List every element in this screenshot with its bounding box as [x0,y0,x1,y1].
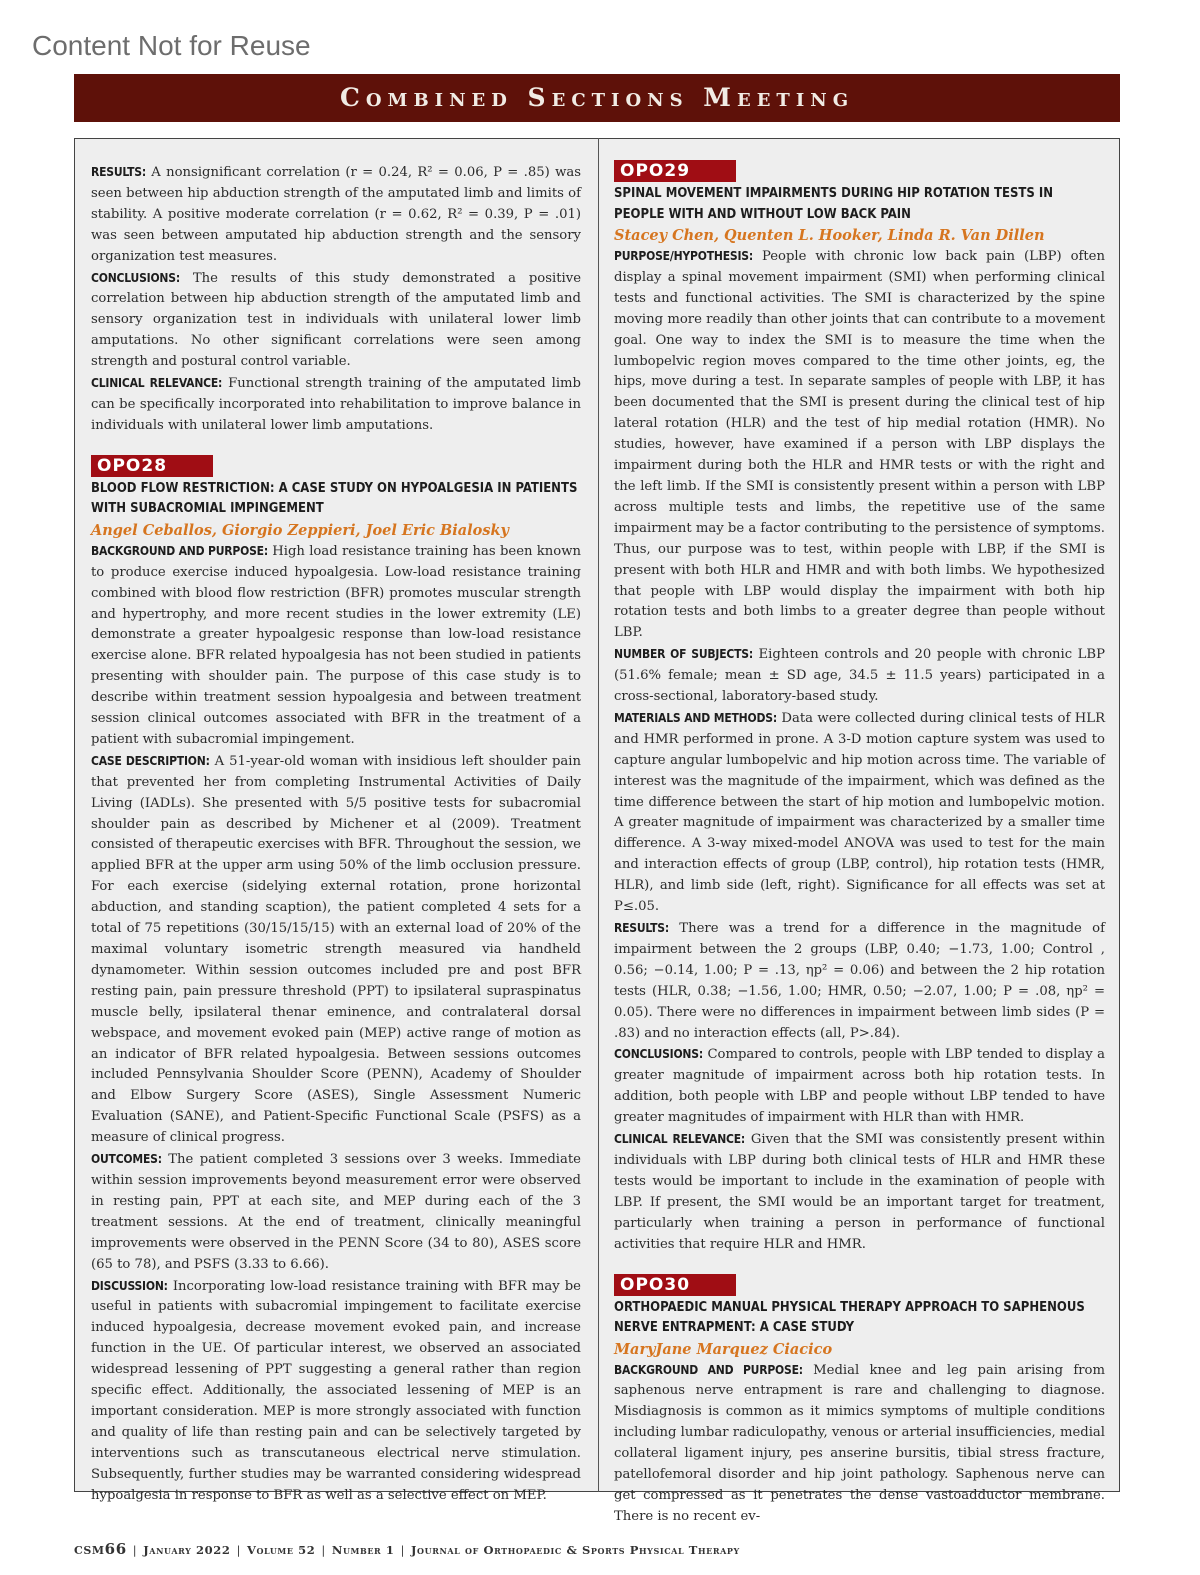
section-text: A nonsignificant correlation (r = 0.24, R² = 0.06, P = .85) was seen between hip abduction strength of the amputated limb and limits of stability. A positive moderate correlation (r = 0.62, R² = 0.39, P = .01) was seen between amputated hip abduction strength and the sensory organization test measures. [91,165,581,264]
article-section [614,246,1105,644]
article-title: ORTHOPAEDIC MANUAL PHYSICAL THERAPY APPROACH TO SAPHENOUS NERVE ENTRAPMENT: A CASE STUDY [614,1299,1085,1335]
section-text: Incorporating low-load resistance training with BFR may be useful in patients with subacromial impingement to facilitate exercise induced hypoalgesia, decrease movement evoked pain, and increase function in the UE. Of particular interest, we observed an associated widespread lessening of PPT suggesting a general rather than region specific effect. Additionally, the associated lessening of MEP is an important consideration. MEP is more strongly associated with function and quality of life than resting pain and can be selectively targeted by interventions such as transcutaneous electrical nerve stimulation. Subsequently, further studies may be warranted considering widespread hypoalgesia in response to BFR as well as a selective effect on MEP. [91,1278,581,1503]
section-text: High load resistance training has been known to produce exercise induced hypoalgesia. Low-load resistance training combined with blood flow restriction (BFR) promotes muscular strength and hypertrophy, and more recent studies in the lower extremity (LE) demonstrate a greater hypoalgesic response than low-load resistance exercise alone. BFR related hypoalgesia has not been studied in patients presenting with shoulder pain. The purpose of this case study is to describe within treatment session hypoalgesia and between treatment session clinical outcomes associated with BFR in the treatment of a patient with subacromial impingement. [91,543,581,747]
banner-title: Combined Sections Meeting [339,83,855,112]
intro-results [91,162,581,268]
article-title: BLOOD FLOW RESTRICTION: A CASE STUDY ON HYPOALGESIA IN PATIENTS WITH SUBACROMIAL IMPINGEMENT [91,480,578,517]
right-column [614,160,1105,1528]
intro-conclusions [91,268,581,374]
section-label: RESULTS: [614,921,669,935]
section-label: BACKGROUND AND PURPOSE: [614,1362,803,1377]
article-opo29 [614,160,1105,1256]
section-text: Medial knee and leg pain arising from saphenous nerve entrapment is rare and challenging to diagnose. Misdiagnosis is common as it mimics symptoms of multiple conditions including lumbar radiculopathy, venous or arterial insufficiencies, medial collateral ligament injury, pes anserine bursitis, tibial stress fracture, patellofemoral disorder and hip joint pathology. Saphenous nerve can get compressed as it penetrates the dense vastoadductor membrane. There is no recent ev- [614,1362,1105,1524]
article-opo30 [614,1274,1105,1528]
article-section [614,644,1105,708]
footer-volume: Volume 52 [246,1543,316,1557]
section-label: PURPOSE/HYPOTHESIS: [614,249,753,263]
article-section [614,1360,1105,1528]
column-divider [598,138,599,1492]
article-authors: Angel Ceballos, Giorgio Zeppieri, Joel Eric Bialosky [91,521,509,539]
section-label: OUTCOMES: [91,1152,162,1167]
section-text: The patient completed 3 sessions over 3 weeks. Immediate within session improvements beyond measurement error were observed in resting pain, PPT at each site, and MEP during each of the 3 treatment sessions. At the end of treatment, clinically meaningful improvements were observed in the PENN Score (34 to 80), ASES score (65 to 78), and PSFS (3.33 to 6.66). [91,1152,581,1272]
article-section [91,541,581,751]
section-text: Given that the SMI was consistently present within individuals with LBP during both clinical tests of HLR and HMR these tests would be important to include in the examination of people with LBP. If present, the SMI would be an important target for treatment, particularly when training a person in performance of functional activities that require HLR and HMR. [614,1132,1105,1252]
section-text: The results of this study demonstrated a positive correlation between hip abduction strength of the amputated limb and sensory organization test in individuals with unilateral lower limb amputations. No other significant correlations were seen among strength and postural control variable. [91,270,581,370]
footer-journal: Journal of Orthopaedic & Sports Physical Therapy [411,1543,740,1557]
section-text: There was a trend for a difference in the magnitude of impairment between the 2 groups (LBP, 0.40; −1.73, 1.00; Control , 0.56; −0.14, 1.00; P = .13, ηp² = 0.06) and between the 2 hip rotation tests (HLR, 0.38; −1.56, 1.00; HMR, 0.50; −2.07, 1.00; P = .08, ηp² = 0.05). There were no differences in impairment between limb sides (P = .83) and no interaction effects (all, P>.84). [614,921,1105,1041]
footer-page-number: csm66 [74,1540,127,1558]
section-label: CONCLUSIONS: [91,270,180,285]
section-label: CLINICAL RELEVANCE: [91,376,223,391]
article-section [91,751,581,1149]
section-text: Data were collected during clinical tests of HLR and HMR performed in prone. A 3-D motion capture system was used to capture angular lumbopelvic and hip motion across time. The variable of interest was the magnitude of the impairment, which was defined as the time difference between the start of hip motion and lumbopelvic motion. A greater magnitude of impairment was characterized by a smaller time difference. A 3-way mixed-model ANOVA was used to test for the main and interaction effects of group (LBP, control), hip rotation tests (HMR, HLR), and limb side (left, right). Significance for all effects was set at P≤.05. [614,710,1105,915]
footer-date: January 2022 [143,1543,231,1557]
article-section [614,1129,1105,1255]
section-text: People with chronic low back pain (LBP) often display a spinal movement impairment (SMI) when performing clinical tests and functional activities. The SMI is characterized by the spine moving more readily than other joints that can contribute to a movement goal. One way to index the SMI is to measure the time when the lumbopelvic region moves compared to the time other joints, eg, the hips, move during a test. In separate samples of people with LBP, it has been documented that the SMI is present during the clinical test of hip lateral rotation (HLR) and the test of hip medial rotation (HMR). No studies, however, have examined if a person with LBP displays the impairment during both the HLR and HMR tests or with the right and the left limb. If the SMI is consistently present within a person with LBP across multiple tests and limbs, the repetitive use of the same impairment may be a factor contributing to the persistence of symptoms. Thus, our purpose was to test, within people with LBP, if the SMI is present with both HLR and HMR and with both limbs. We hypothesized that people with LBP would display the impairment with both hip rotation tests and both limbs to a greater degree than people without LBP. [614,249,1105,641]
page-footer: csm66 | January 2022 | Volume 52 | Number 1 | Journal of Orthopaedic & Sports Physical Therapy [74,1540,740,1558]
article-tag: OPO28 [91,455,213,477]
section-label: CLINICAL RELEVANCE: [614,1132,746,1147]
section-text: A 51-year-old woman with insidious left shoulder pain that prevented her from completing Instrumental Activities of Daily Living (IADLs). She presented with 5/5 positive tests for subacromial shoulder pain as described by Michener et al (2009). Treatment consisted of therapeutic exercises with BFR. Throughout the session, we applied BFR at the upper arm using 50% of the limb occlusion pressure. For each exercise (sidelying external rotation, prone horizontal abduction, and standing scaption), the patient completed 4 sets for a total of 75 repetitions (30/15/15/15) with an external load of 20% of the maximal voluntary isometric strength measured via handheld dynamometer. Within session outcomes included pre and post BFR resting pain, pain pressure threshold (PPT) to ipsilateral supraspinatus muscle belly, ipsilateral thenar eminence, and contralateral dorsal webspace, and movement evoked pain (MEP) active range of motion as an indicator of BFR related hypoalgesia. Between sessions outcomes included Pennsylvania Shoulder Score (PENN), Academy of Shoulder and Elbow Surgery Score (ASES), Single Assessment Numeric Evaluation (SANE), and Patient-Specific Functional Scale (PSFS) as a measure of clinical progress. [91,753,581,1146]
article-section [614,1044,1105,1129]
article-section [614,918,1105,1044]
intro-clinical-relevance [91,373,581,437]
article-title: SPINAL MOVEMENT IMPAIRMENTS DURING HIP ROTATION TESTS IN PEOPLE WITH AND WITHOUT LOW BACK PAIN [614,186,1053,222]
section-label: DISCUSSION: [91,1278,168,1293]
article-authors: Stacey Chen, Quenten L. Hooker, Linda R. Van Dillen [614,227,1045,244]
article-section [614,708,1105,918]
article-authors: MaryJane Marquez Ciacico [614,1340,833,1358]
article-opo28 [91,455,581,1507]
section-text: Compared to controls, people with LBP tended to display a greater magnitude of impairment across both hip rotation tests. In addition, both people with LBP and people without LBP tended to have greater magnitudes of impairment with HLR than with HMR. [614,1047,1105,1126]
section-label: CASE DESCRIPTION: [91,753,210,768]
article-tag: OPO29 [614,160,736,182]
footer-number: Number 1 [331,1543,395,1557]
section-label: RESULTS: [91,165,146,179]
section-label: BACKGROUND AND PURPOSE: [91,543,268,558]
article-section [91,1276,581,1507]
header-banner [74,74,1120,122]
section-label: NUMBER OF SUBJECTS: [614,647,753,662]
article-tag: OPO30 [614,1274,736,1296]
watermark: Content Not for Reuse [32,30,311,61]
section-text: Eighteen controls and 20 people with chronic LBP (51.6% female; mean ± SD age, 34.5 ± 11.5 years) participated in a cross-sectional, laboratory-based study. [614,647,1105,705]
section-label: CONCLUSIONS: [614,1047,703,1062]
article-section [91,1149,581,1275]
section-label: MATERIALS AND METHODS: [614,710,777,725]
left-column [91,162,581,1506]
section-text: Functional strength training of the amputated limb can be specifically incorporated into rehabilitation to improve balance in individuals with unilateral lower limb amputations. [91,376,581,433]
